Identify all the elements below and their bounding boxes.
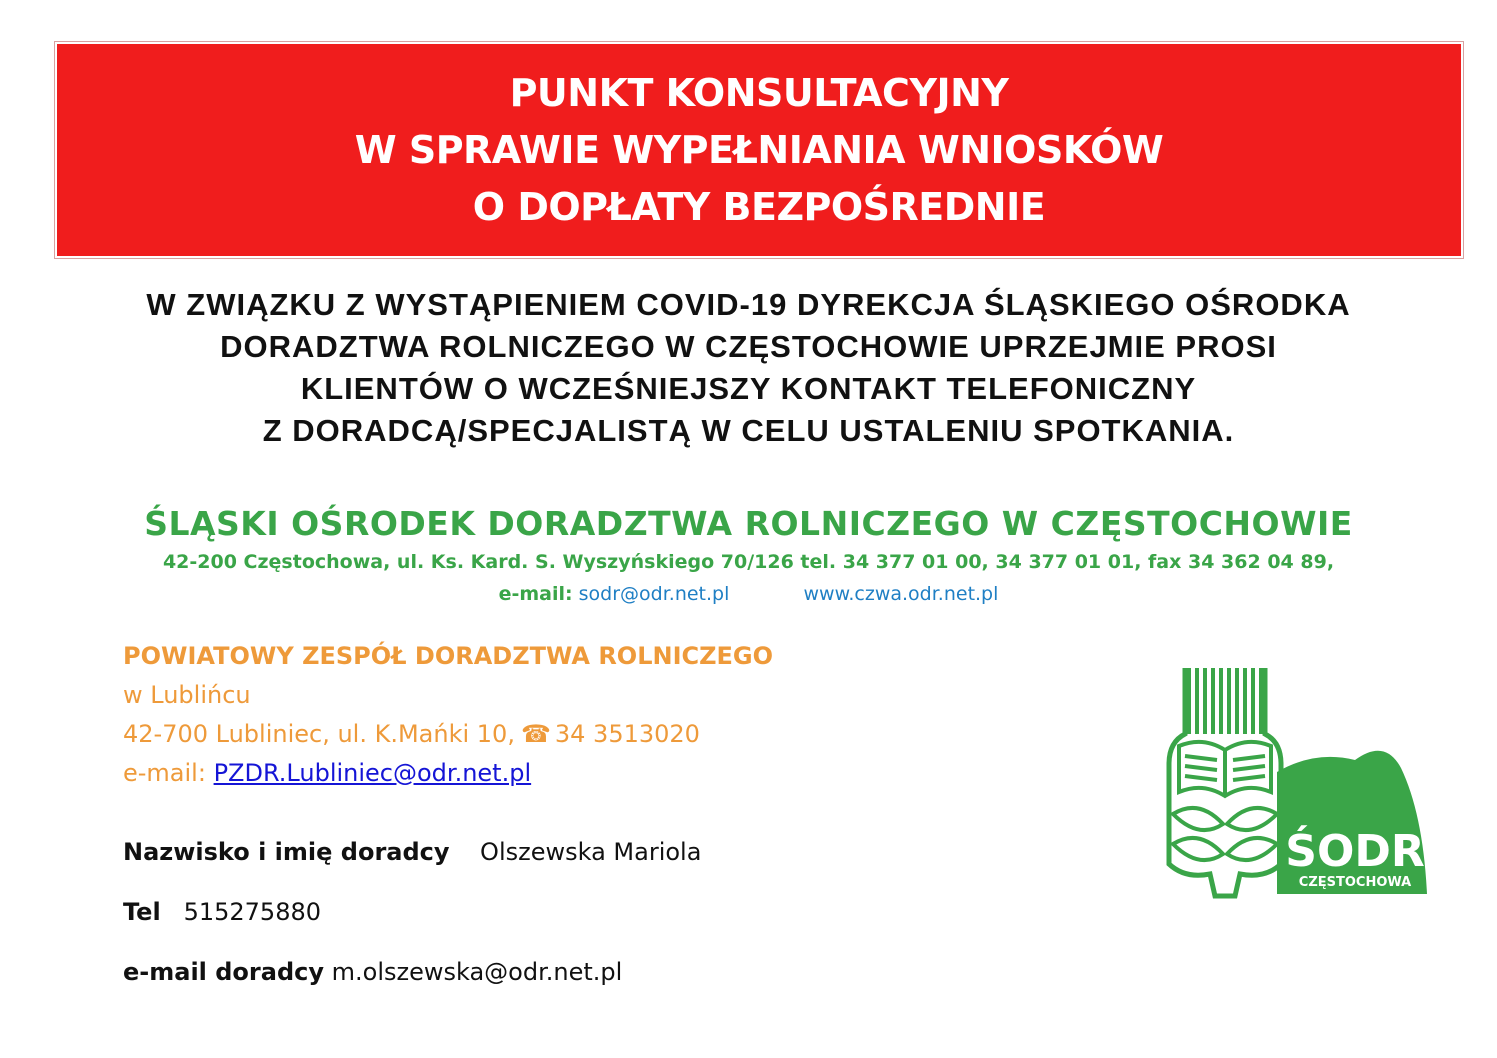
covid-notice	[0, 284, 1497, 452]
logo-text: ŚODR	[1285, 826, 1425, 877]
sodr-logo	[1165, 664, 1433, 900]
county-office-address: 42-700 Lubliniec, ul. K.Mańki 10,	[123, 720, 515, 748]
county-office-email-line	[123, 754, 773, 793]
banner-title-line-2: W SPRAWIE WYPEŁNIANIA WNIOSKÓW	[354, 127, 1164, 172]
notice-line-4: Z DORADCĄ/SPECJALISTĄ W CELU USTALENIU SPOTKANIA.	[262, 413, 1235, 448]
banner-title-line-3: O DOPŁATY BEZPOŚREDNIE	[472, 184, 1046, 229]
header-banner	[57, 44, 1461, 256]
advisor-email-label: e-mail doradcy	[123, 958, 324, 986]
organization-email[interactable]: sodr@odr.net.pl	[578, 583, 730, 605]
county-office-block	[123, 637, 773, 793]
advisor-name-label: Nazwisko i imię doradcy	[123, 838, 450, 866]
organization-address: 42-200 Częstochowa, ul. Ks. Kard. S. Wyszyńskiego 70/126 tel. 34 377 01 00, 34 377 01 01, fax 34 362 04 89,	[162, 551, 1335, 573]
logo-subtext: CZĘSTOCHOWA	[1298, 875, 1412, 890]
notice-line-1: W ZWIĄZKU Z WYSTĄPIENIEM COVID-19 DYREKCJA ŚLĄSKIEGO OŚRODKA	[146, 287, 1351, 322]
county-office-email-link[interactable]: PZDR.Lubliniec@odr.net.pl	[213, 759, 532, 787]
county-office-phone: 34 3513020	[554, 720, 700, 748]
notice-line-3: KLIENTÓW O WCZEŚNIEJSZY KONTAKT TELEFONICZNY	[300, 371, 1197, 406]
county-office-email-label: e-mail:	[123, 759, 206, 787]
advisor-tel-row	[123, 898, 321, 926]
advisor-tel: 515275880	[183, 898, 322, 926]
wheat-stripes-icon	[1189, 668, 1261, 734]
banner-title-line-1: PUNKT KONSULTACYJNY	[509, 70, 1009, 115]
advisor-tel-label: Tel	[123, 898, 161, 926]
open-book-icon	[1179, 742, 1271, 796]
advisor-email: m.olszewska@odr.net.pl	[331, 958, 623, 986]
county-office-title: POWIATOWY ZESPÓŁ DORADZTWA ROLNICZEGO	[123, 642, 774, 670]
advisor-name: Olszewska Mariola	[480, 838, 702, 866]
organization-email-label: e-mail:	[498, 583, 573, 605]
organization-contact	[0, 577, 1497, 611]
advisor-email-row	[123, 958, 622, 986]
organization-website[interactable]: www.czwa.odr.net.pl	[803, 583, 999, 605]
advisor-name-row	[123, 838, 701, 866]
county-office-location: w Lublińcu	[123, 681, 251, 709]
organization-name: ŚLĄSKI OŚRODEK DORADZTWA ROLNICZEGO W CZĘSTOCHOWIE	[144, 504, 1353, 543]
organization-block	[0, 501, 1497, 611]
county-office-address-line	[123, 715, 773, 754]
leaves-icon	[1173, 808, 1277, 860]
notice-line-2: DORADZTWA ROLNICZEGO W CZĘSTOCHOWIE UPRZEJMIE PROSI	[220, 329, 1277, 364]
phone-icon: ☎	[520, 720, 551, 748]
